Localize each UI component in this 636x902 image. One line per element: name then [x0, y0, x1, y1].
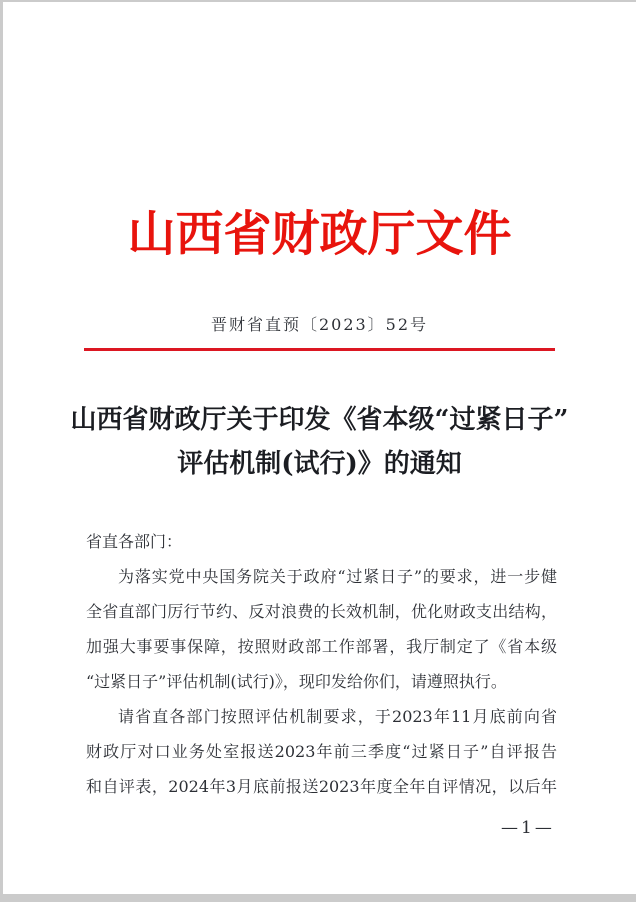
- body-line: 加强大事要事保障，按照财政部工作部署，我厅制定了《省本级: [86, 637, 557, 656]
- document-title: [3, 398, 636, 486]
- body-line: 全省直部门厉行节约、反对浪费的长效机制，优化财政支出结构，: [86, 602, 557, 621]
- salutation-line: 省直各部门：: [86, 532, 183, 551]
- document-title-line2: 评估机制(试行)》的通知: [177, 449, 462, 479]
- letterhead-divider-line: [84, 348, 555, 351]
- body-line: 请省直各部门按照评估机制要求，于2023年11月底前向省: [118, 707, 557, 726]
- letterhead-title: 山西省财政厅文件: [127, 206, 512, 262]
- document-title-line1: 山西省财政厅关于印发《省本级“过紧日子”: [70, 405, 569, 435]
- body-line: “过紧日子”评估机制(试行)》，现印发给你们，请遵照执行。: [86, 672, 507, 691]
- body-line: 财政厅对口业务处室报送2023年前三季度“过紧日子”自评报告: [86, 742, 557, 761]
- body-line: 为落实党中央国务院关于政府“过紧日子”的要求，进一步健: [118, 567, 557, 586]
- page-number: —1—: [501, 818, 555, 838]
- body-line: 和自评表，2024年3月底前报送2023年度全年自评情况，以后年: [86, 777, 557, 796]
- document-number: 晋财省直预〔2023〕52号: [210, 315, 429, 334]
- document-body: [86, 524, 557, 804]
- document-page: [3, 2, 636, 894]
